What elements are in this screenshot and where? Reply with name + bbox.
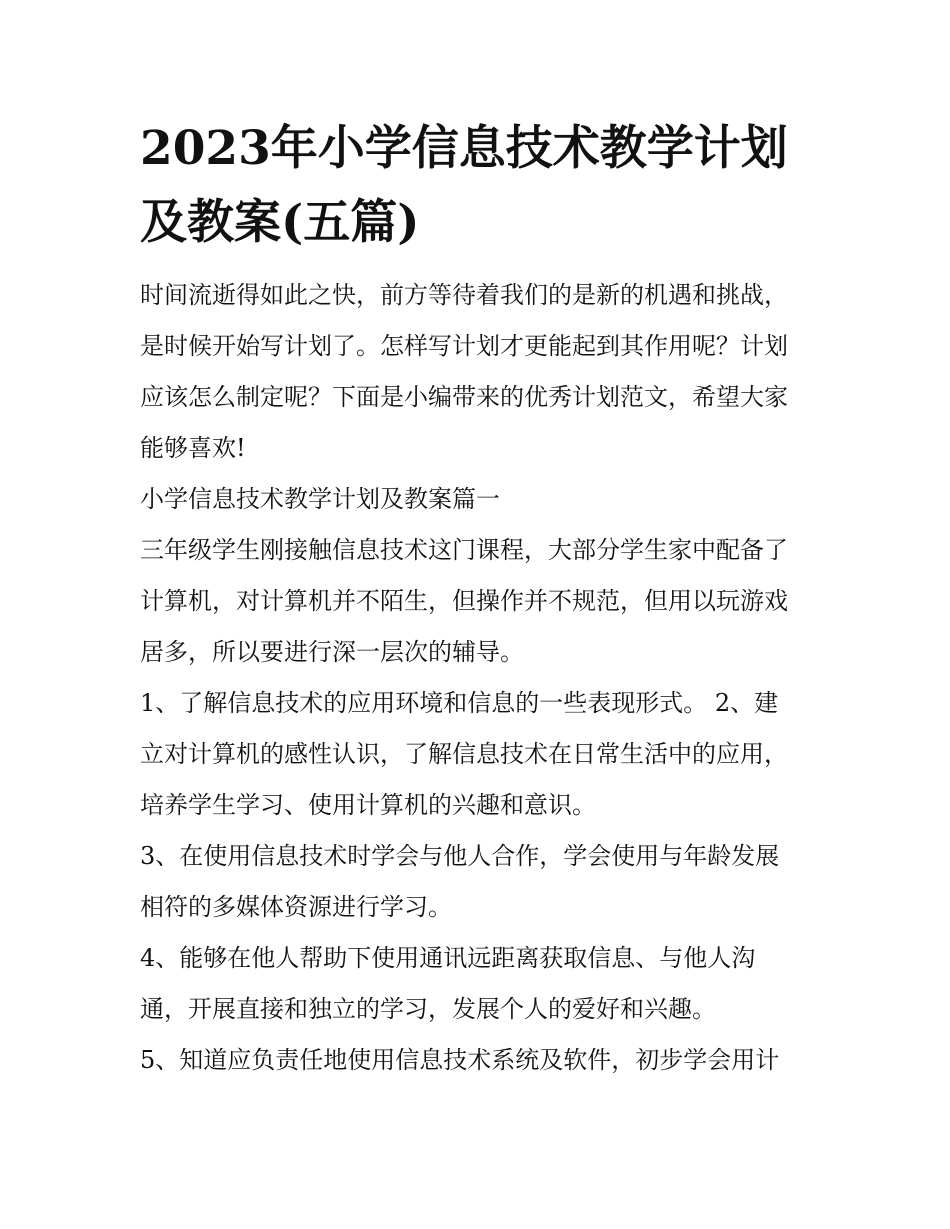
list-item-1-2	[140, 678, 820, 831]
text-line: 是时候开始写计划了。怎样写计划才更能起到其作用呢？计划	[140, 332, 788, 360]
list-item-5	[140, 1035, 820, 1086]
document-title	[140, 112, 820, 260]
intro-paragraph	[140, 270, 820, 474]
text-line: 4、能够在他人帮助下使用通讯远距离获取信息、与他人沟	[140, 944, 756, 972]
list-item-3	[140, 831, 820, 933]
title-line: 2023年小学信息技术教学计划	[140, 121, 788, 176]
text-line: 小学信息技术教学计划及教案篇一	[140, 485, 500, 513]
document-content	[140, 112, 820, 1086]
text-line: 培养学生学习、使用计算机的兴趣和意识。	[140, 791, 596, 819]
text-line: 时间流逝得如此之快，前方等待着我们的是新的机遇和挑战，	[140, 281, 788, 309]
text-line: 1、了解信息技术的应用环境和信息的一些表现形式。 2、建	[140, 689, 779, 717]
text-line: 5、知道应负责任地使用信息技术系统及软件，初步学会用计	[140, 1046, 780, 1074]
text-line: 三年级学生刚接触信息技术这门课程，大部分学生家中配备了	[140, 536, 788, 564]
list-item-4	[140, 933, 820, 1035]
text-line: 计算机，对计算机并不陌生，但操作并不规范，但用以玩游戏	[140, 587, 788, 615]
text-line: 通，开展直接和独立的学习，发展个人的爱好和兴趣。	[140, 995, 716, 1023]
text-line: 相符的多媒体资源进行学习。	[140, 893, 452, 921]
text-line: 应该怎么制定呢？下面是小编带来的优秀计划范文，希望大家	[140, 383, 788, 411]
title-line: 及教案(五篇)	[140, 195, 420, 250]
text-line: 居多，所以要进行深一层次的辅导。	[140, 638, 524, 666]
text-line: 能够喜欢!	[140, 434, 246, 462]
text-line: 3、在使用信息技术时学会与他人合作，学会使用与年龄发展	[140, 842, 780, 870]
body-paragraph	[140, 525, 820, 678]
section-heading	[140, 474, 820, 525]
text-line: 立对计算机的感性认识，了解信息技术在日常生活中的应用，	[140, 740, 788, 768]
